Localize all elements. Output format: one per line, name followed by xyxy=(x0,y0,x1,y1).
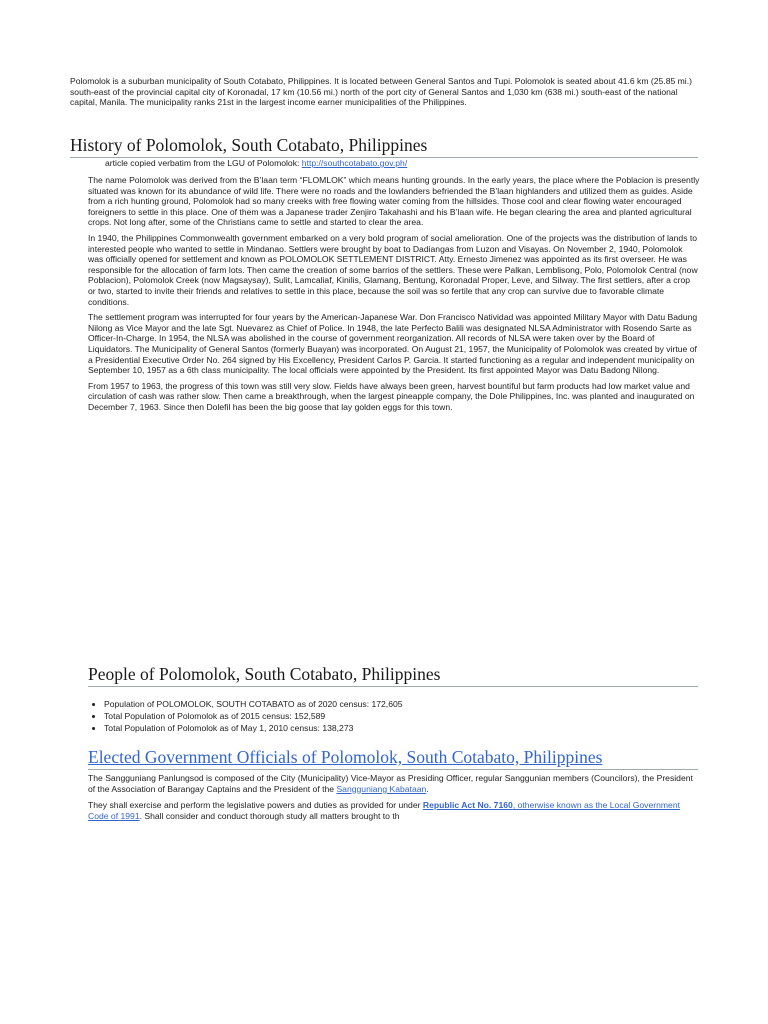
republic-act-link-bold: Republic Act No. 7160 xyxy=(422,800,513,811)
officials-p1-end: . xyxy=(426,783,429,794)
history-paragraph-1: The name Polomolok was derived from the B’laan term “FLOMLOK” which means hunting grounds. In the early years, the place where the Poblacion is presently situated was known for its abundance of wild life. There were no roads and the lowlanders befriended the B’laan highlanders and utilized them as guides. Aside from a rich hunting ground, Polomolok had so many creeks with free flowing water coming from the hillsides. Those cool and clear flowing water encouraged foreigners to settle in this place. One of them was a Japanese trader Zenjiro Takahashi and his B’laan wife. He began clearing the area and planted agricultural crops. Not long after, some of the Christians came to settle and started to clear the area. xyxy=(88,175,700,228)
intro-paragraph: Polomolok is a suburban municipality of South Cotabato, Philippines. It is located between General Santos and Tupi. Polomolok is seated about 41.6 km (25.85 mi.) south-east of the provincial capital city of Koronadal, 17 km (10.56 mi.) north of the port city of General Santos and 1,030 km (638 mi.) south-east of the national capital, Manila. The municipality ranks 21st in the largest income earner municipalities of the Philippines. xyxy=(70,76,692,108)
source-note-text: article copied verbatim from the LGU of Polomolok: xyxy=(105,158,302,168)
officials-heading-link[interactable]: Elected Government Officials of Polomolok, South Cotabato, Philippines xyxy=(88,746,698,770)
officials-body xyxy=(88,773,700,827)
officials-p1-text: The Sangguniang Panlungsod is composed of the City (Municipality) Vice-Mayor as Presiding Officer, regular Sanggunian members (Councilors), the President of the Association of Barangay Captains and the President of the xyxy=(88,773,693,794)
republic-act-link-rest: , otherwise known as the Local Government Code of 1991 xyxy=(88,800,681,821)
sangguniang-kabataan-link[interactable]: Sangguniang Kabataan xyxy=(336,783,427,794)
officials-paragraph-1 xyxy=(88,773,700,794)
list-item: • Total Population of Polomolok as of May 1, 2010 census: 138,273 xyxy=(104,722,403,734)
population-list xyxy=(88,698,403,734)
list-item: • Total Population of Polomolok as of 2015 census: 152,589 xyxy=(104,710,403,722)
officials-paragraph-2 xyxy=(88,800,700,821)
source-note xyxy=(105,158,407,168)
history-paragraph-3: The settlement program was interrupted for four years by the American-Japanese War. Don Francisco Natividad was appointed Military Mayor with Datu Badung Nilong as Vice Mayor and the late Sgt. Nuevarez as Chief of Police. In 1948, the late Perfecto Balili was designated NLSA Administrator with Rosendo Sarte as Officer-In-Charge. In 1954, the NLSA was abolished in the course of government reorganization. All records of NLSA were taken over by the Board of Liquidators. The Municipality of General Santos (formerly Buayan) was incorporated. On August 21, 1957, the Municipality of Polomolok was created by virtue of a Presidential Executive Order No. 264 signed by His Excellency, President Carlos P. Garcia. It started functioning as a regular and independent municipality on September 10, 1957 as a 6th class municipality. The local officials were appointed by the President. Its first appointed Mayor was Datu Badong Nilong. xyxy=(88,312,698,376)
people-heading: People of Polomolok, South Cotabato, Philippines xyxy=(88,663,698,687)
history-paragraph-4: From 1957 to 1963, the progress of this town was still very slow. Fields have always been green, harvest bountiful but farm products had low market value and circulation of cash was rather slow. Then came a breakthrough, when the largest pineapple company, the Dole Philippines, Inc. was planted and inaugurated on December 7, 1963. Since then Dolefil has been the big goose that lay golden eggs for this town. xyxy=(88,380,695,412)
officials-p2-end: . Shall consider and conduct thorough study all matters brought to th xyxy=(139,810,400,821)
source-link[interactable]: http://southcotabato.gov.ph/ xyxy=(301,158,408,168)
history-heading: History of Polomolok, South Cotabato, Philippines xyxy=(70,134,698,158)
list-item: • Population of POLOMOLOK, SOUTH COTABATO as of 2020 census: 172,605 xyxy=(104,698,403,710)
officials-p2-text: They shall exercise and perform the legislative powers and duties as provided for under xyxy=(88,800,423,811)
history-body xyxy=(88,175,700,417)
history-paragraph-2: In 1940, the Philippines Commonwealth government embarked on a very bold program of social amelioration. One of the projects was the distribution of lands to interested people who wanted to settle in Mindanao. Settlers were brought by boat to Dadiangas from Luzon and Visayas. On November 2, 1940, Polomolok was officially opened for settlement and known as POLOMOLOK SETTLEMENT DISTRICT. Atty. Ernesto Jimenez was appointed as its first overseer. He was responsible for the allocation of farm lots. Then came the creation of some barrios of the settlers. These were Palkan, Lemblisong, Polo, Polomolok Central (now Poblacion), Polomolok Creek (now Magsaysay), Sulit, Lamcaliaf, Kinilis, Glamang, Bentung, Koronadal Proper, Leve, and Silway. The first settlers, after a crop or two, started to invite their friends and relatives to settle in this place, because the soil was so fertile that any crop can survive due to favorable climate conditions. xyxy=(88,232,698,307)
